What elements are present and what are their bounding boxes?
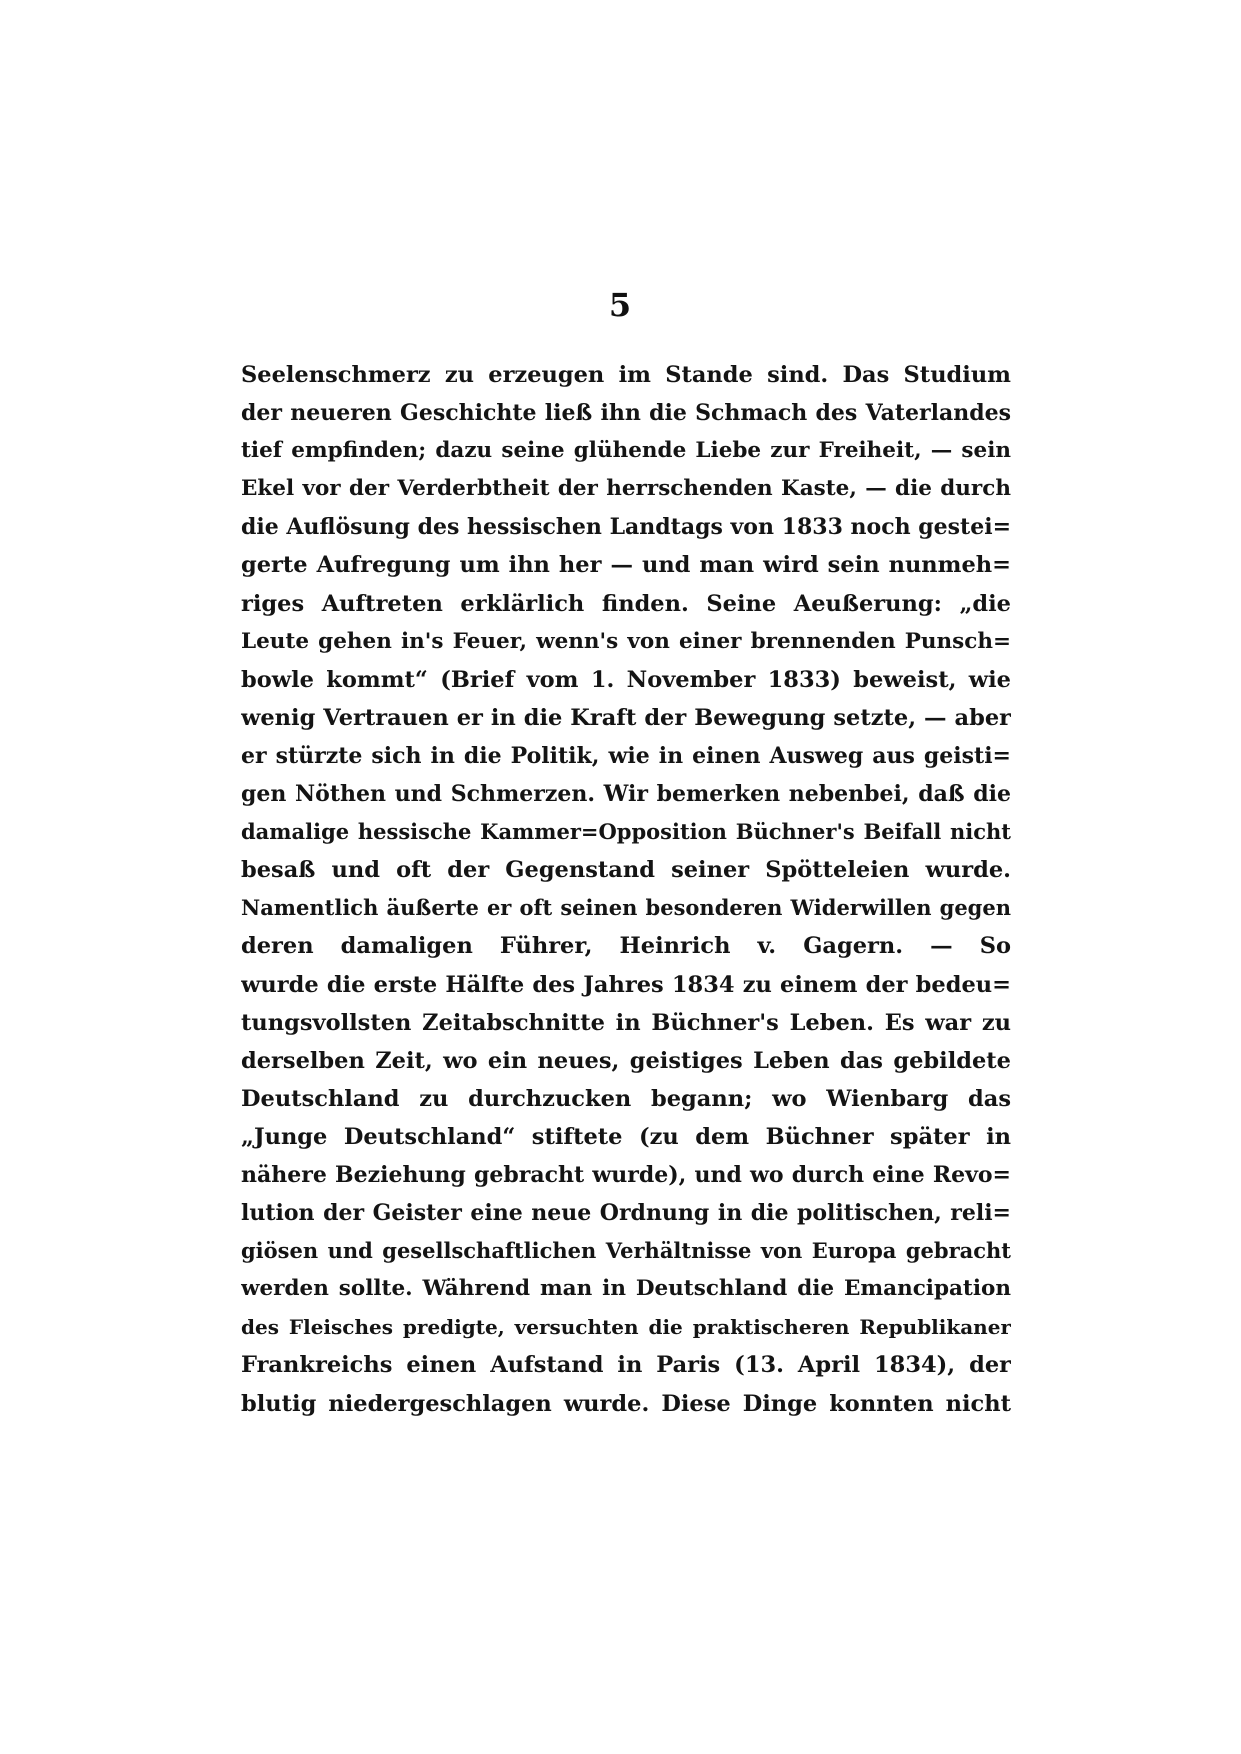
text-line: bowle kommt“ (Brief vom 1. November 1833) beweist, wie (241, 666, 1011, 693)
text-line: gerte Aufregung um ihn her — und man wird sein nunmeh= (241, 552, 1011, 579)
text-line: werden sollte. Während man in Deutschland die Emancipation (241, 1276, 1011, 1302)
text-line: nähere Beziehung gebracht wurde), und wo durch eine Revo= (241, 1161, 1011, 1188)
text-line: blutig niedergeschlagen wurde. Diese Dinge konnten nicht (241, 1390, 1011, 1417)
text-line: „Junge Deutschland“ stiftete (zu dem Büchner später in (241, 1123, 1011, 1150)
text-line: Deutschland zu durchzucken begann; wo Wienbarg das (241, 1085, 1011, 1112)
text-line: giösen und gesellschaftlichen Verhältnisse von Europa gebracht (241, 1238, 1011, 1264)
text-line: Seelenschmerz zu erzeugen im Stande sind. Das Studium (241, 362, 1011, 388)
text-line: damalige hessische Kammer=Opposition Büchner's Beifall nicht (241, 819, 1011, 845)
text-line: Frankreichs einen Aufstand in Paris (13. April 1834), der (241, 1352, 1011, 1379)
text-line: tungsvollsten Zeitabschnitte in Büchner's Leben. Es war zu (241, 1009, 1011, 1036)
text-line: Leute gehen in's Feuer, wenn's von einer brennenden Punsch= (241, 628, 1011, 654)
text-line: besaß und oft der Gegenstand seiner Spötteleien wurde. (241, 857, 1011, 884)
text-line: er stürzte sich in die Politik, wie in einen Ausweg aus geisti= (241, 742, 1011, 769)
text-line: des Fleisches predigte, versuchten die praktischeren Republikaner (241, 1315, 1011, 1340)
page-number: 5 (608, 286, 632, 324)
text-line: lution der Geister eine neue Ordnung in die politischen, reli= (241, 1200, 1011, 1227)
text-line: wurde die erste Hälfte des Jahres 1834 zu einem der bedeu= (241, 971, 1011, 998)
body-text (241, 356, 1011, 1423)
text-line: die Auflösung des hessischen Landtags von 1833 noch gestei= (241, 514, 1011, 541)
text-line: Namentlich äußerte er oft seinen besonderen Widerwillen gegen (241, 895, 1011, 921)
text-line: tief empfinden; dazu seine glühende Liebe zur Freiheit, — sein (241, 438, 1011, 464)
text-line: derselben Zeit, wo ein neues, geistiges Leben das gebildete (241, 1047, 1011, 1074)
text-line: gen Nöthen und Schmerzen. Wir bemerken nebenbei, daß die (241, 781, 1011, 808)
text-line: der neueren Geschichte ließ ihn die Schmach des Vaterlandes (241, 400, 1011, 427)
text-line: riges Auftreten erklärlich finden. Seine Aeußerung: „die (241, 590, 1011, 617)
text-line: Ekel vor der Verderbtheit der herrschenden Kaste, — die durch (241, 476, 1011, 502)
text-line: wenig Vertrauen er in die Kraft der Bewegung setzte, — aber (241, 704, 1011, 731)
text-line: deren damaligen Führer, Heinrich v. Gagern. — So (241, 933, 1011, 960)
